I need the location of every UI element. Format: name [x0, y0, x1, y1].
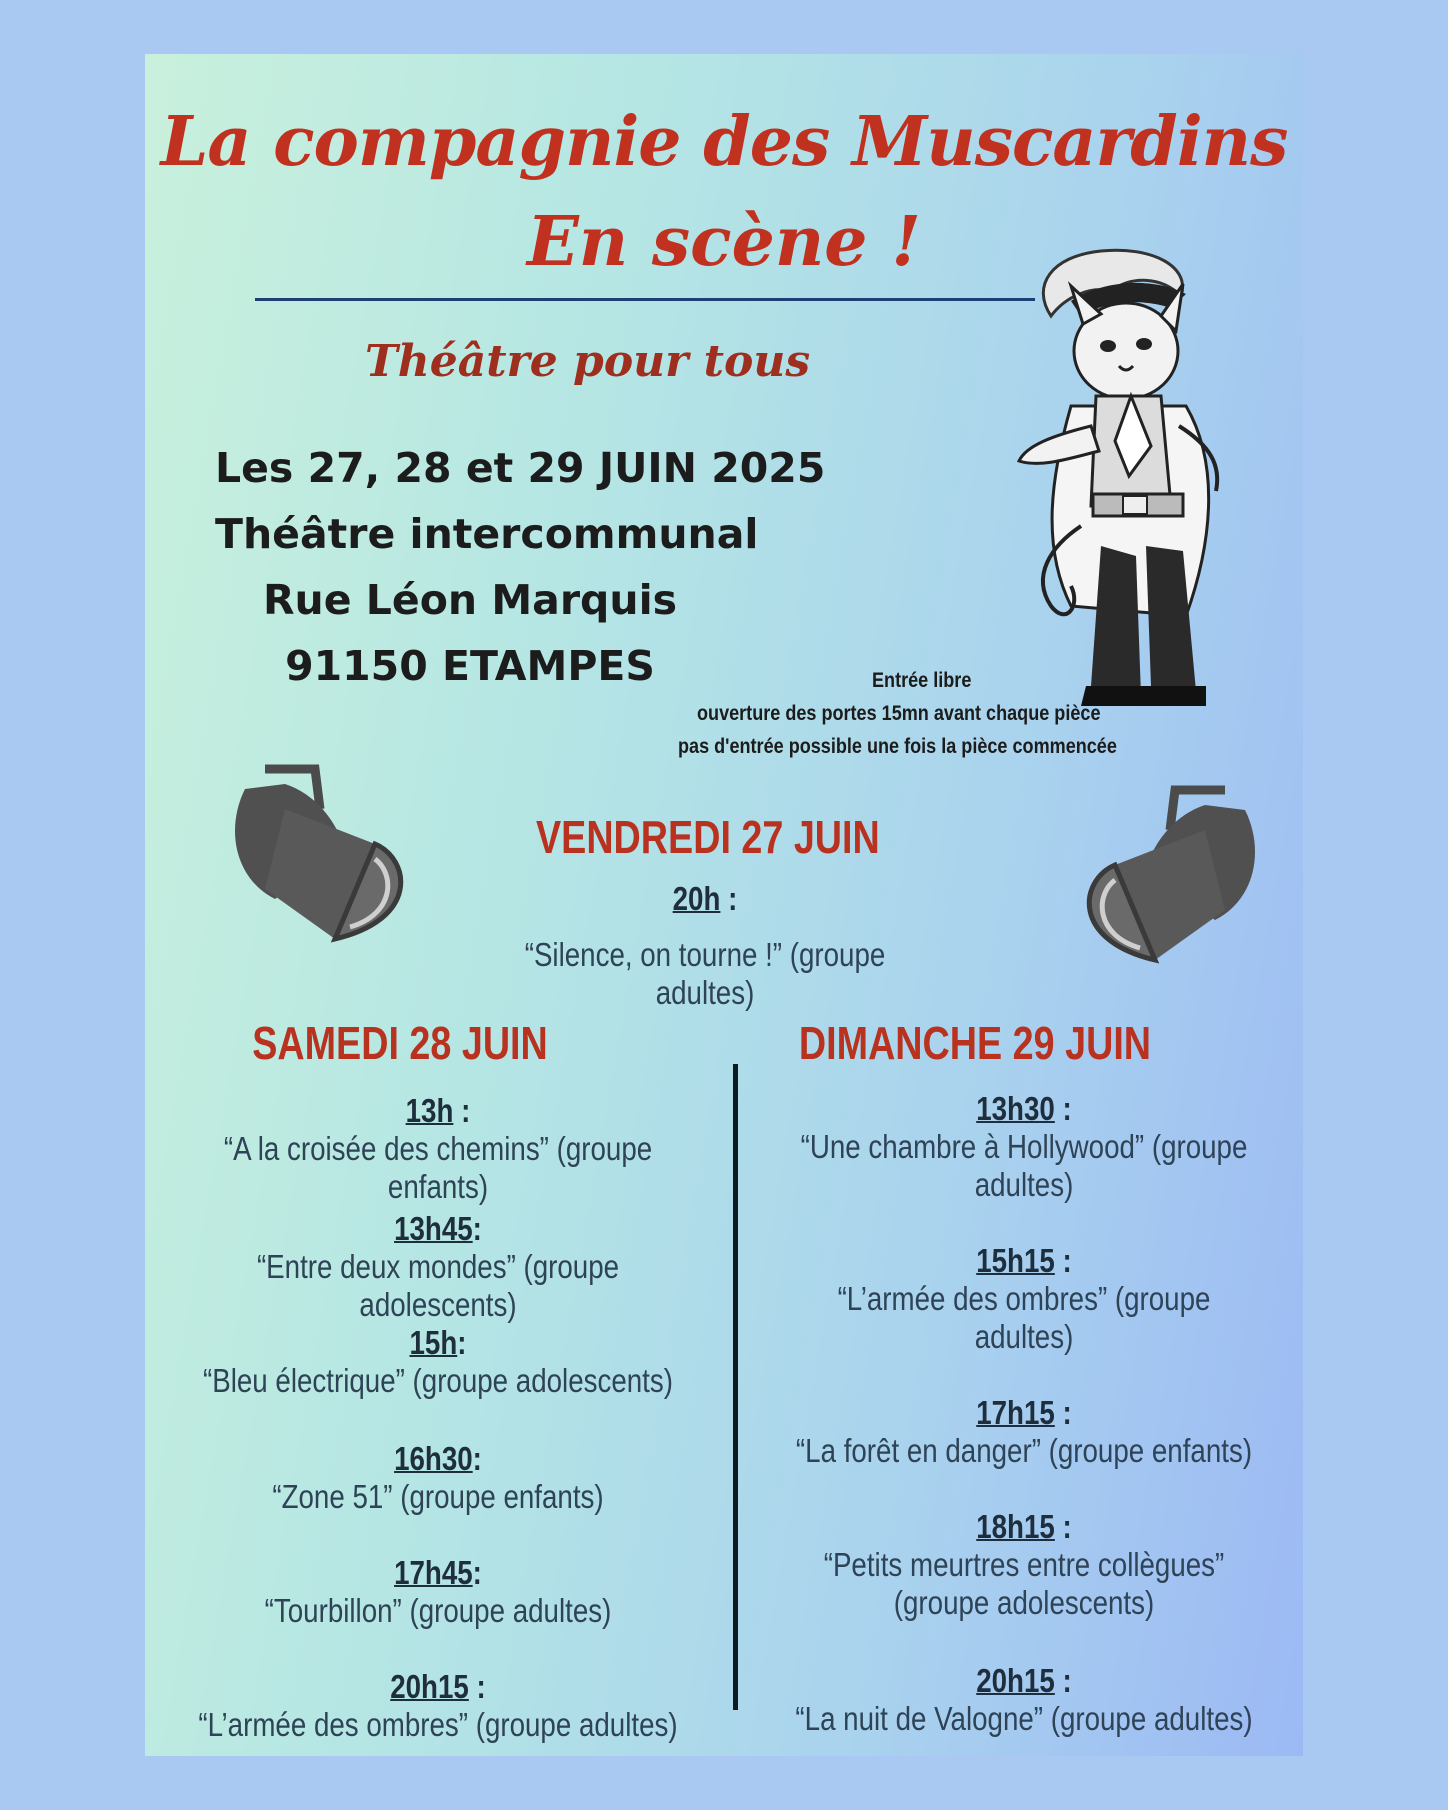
puss-in-boots-illustration [1011, 246, 1251, 732]
saturday-slot: 16h30: “Zone 51” (groupe enfants) [192, 1440, 684, 1516]
poster-subtitle: Théâtre pour tous [365, 336, 811, 387]
slot-play-cont: adultes) [974, 1318, 1074, 1355]
slot-play: “Silence, on tourne !” (groupe adultes) [524, 936, 886, 1011]
slot-time: 18h15 [976, 1508, 1055, 1545]
event-dates: Les 27, 28 et 29 JUIN 2025 [215, 444, 826, 492]
slot-play: “Bleu électrique” (groupe adolescents) [203, 1362, 673, 1399]
sunday-slot: 17h15 : “La forêt en danger” (groupe enfants) [794, 1394, 1254, 1470]
slot-play: “La forêt en danger” (groupe enfants) [795, 1432, 1253, 1469]
sunday-slot: 15h15 : “L’armée des ombres” (groupe adultes) [794, 1242, 1254, 1356]
slot-time: 13h30 [976, 1090, 1055, 1127]
friday-slot: 20h : “Silence, on tourne !” (groupe adultes) [487, 880, 924, 1012]
slot-time: 16h30 [394, 1440, 473, 1477]
slot-time: 13h45 [394, 1210, 473, 1247]
slot-time: 13h [405, 1092, 454, 1129]
slot-time: 17h45 [394, 1554, 473, 1591]
spotlight-left-icon [225, 749, 430, 949]
venue-street: Rue Léon Marquis [262, 576, 678, 624]
slot-play: “A la croisée des chemins” (groupe enfants) [223, 1130, 653, 1205]
day-heading-saturday: SAMEDI 28 JUIN [252, 1017, 548, 1069]
slot-time: 15h15 [976, 1242, 1055, 1279]
slot-time: 20h15 [390, 1668, 469, 1705]
venue-name: Théâtre intercommunal [215, 510, 759, 558]
saturday-slot: 20h15 : “L’armée des ombres” (groupe adultes) [192, 1668, 684, 1744]
doors-opening: ouverture des portes 15mn avant chaque pièce [697, 702, 1101, 725]
slot-play: “La nuit de Valogne” (groupe adultes) [795, 1700, 1253, 1737]
venue-city: 91150 ETAMPES [285, 642, 655, 690]
sunday-slot: 20h15 : “La nuit de Valogne” (groupe adultes) [795, 1662, 1253, 1737]
slot-play-cont: adultes) [974, 1166, 1074, 1203]
title-divider [255, 298, 1035, 301]
slot-time: 15h [409, 1324, 458, 1361]
slot-play: “Petits meurtres entre collègues” [823, 1546, 1225, 1583]
slot-play: “L’armée des ombres” (groupe [837, 1280, 1211, 1317]
sunday-slot: 13h30 : “Une chambre à Hollywood” (groupe adultes) [794, 1090, 1254, 1204]
slot-time: 17h15 [976, 1394, 1055, 1431]
slot-play-cont: (groupe adolescents) [893, 1584, 1155, 1621]
spotlight-right-icon [1060, 770, 1265, 970]
slot-play: “L’armée des ombres” (groupe adultes) [198, 1706, 678, 1743]
slot-play: “Une chambre à Hollywood” (groupe [800, 1128, 1248, 1165]
saturday-slot: 13h45: “Entre deux mondes” (groupe adolescents) [192, 1210, 684, 1324]
entry-free: Entrée libre [872, 669, 972, 692]
saturday-slot: 13h : “A la croisée des chemins” (groupe enfants) [192, 1092, 684, 1206]
column-divider [733, 1064, 738, 1710]
day-heading-sunday: DIMANCHE 29 JUIN [798, 1017, 1152, 1069]
slot-play: “Entre deux mondes” (groupe adolescents) [256, 1248, 620, 1323]
late-entry-note: pas d'entrée possible une fois la pièce commencée [678, 735, 1117, 758]
slot-play: “Zone 51” (groupe enfants) [272, 1478, 604, 1515]
poster-title: La compagnie des Muscardins [160, 102, 1288, 182]
saturday-slot: 17h45: “Tourbillon” (groupe adultes) [192, 1554, 684, 1630]
saturday-slot: 15h: “Bleu électrique” (groupe adolescents) [192, 1324, 684, 1400]
poster [145, 54, 1303, 1756]
slot-time: 20h15 [976, 1662, 1055, 1699]
slot-time: 20h [672, 880, 721, 917]
day-heading-friday: VENDREDI 27 JUIN [536, 811, 880, 863]
poster-tagline: En scène ! [526, 202, 922, 282]
sunday-slot: 18h15 : “Petits meurtres entre collègues” (groupe adolescents) [794, 1508, 1254, 1622]
slot-play: “Tourbillon” (groupe adultes) [264, 1592, 612, 1629]
